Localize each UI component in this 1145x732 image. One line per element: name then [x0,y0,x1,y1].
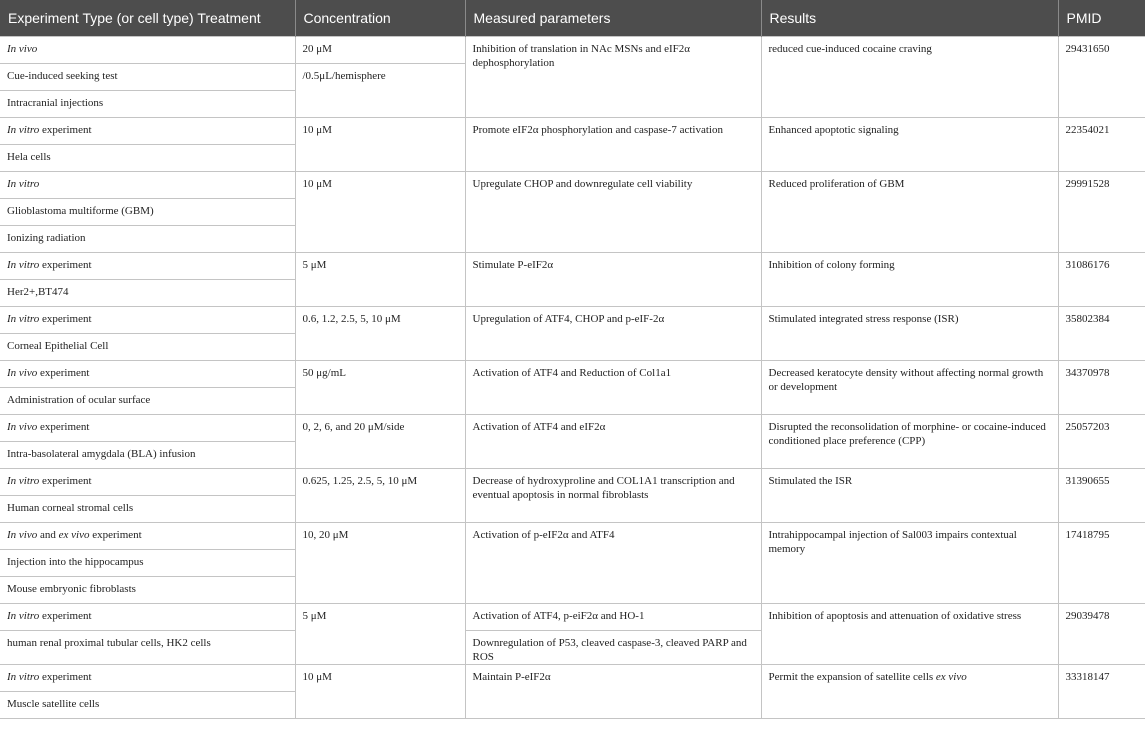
results-text: Permit the expansion of satellite cells [768,670,936,683]
results-cell [761,171,1058,252]
experiment-text: Administration of ocular surface [7,393,151,406]
pmid-cell [1058,468,1145,522]
header-pmid: PMID [1058,0,1145,36]
experiment-text: experiment [37,420,90,433]
results-text: Decreased keratocyte density without affecting normal growth or development [768,366,1044,393]
experiment-text: Intra-basolateral amygdala (BLA) infusion [7,447,196,460]
concentration-cell [295,468,465,522]
measured-text: Maintain P-eIF2α [472,670,551,683]
measured-text: Promote eIF2α phosphorylation and caspase-7 activation [472,123,723,136]
concentration-text: 10 μM [302,123,332,136]
experiment-italic-text: In vivo [7,366,38,379]
measured-cell [465,117,761,171]
results-cell [761,360,1058,414]
concentration-cell [295,36,465,63]
results-cell [761,522,1058,603]
results-cell [761,664,1058,718]
concentration-cell [295,252,465,306]
table-row [0,36,1145,63]
pmid-text: 31086176 [1065,258,1110,271]
concentration-cell [295,306,465,360]
measured-cell [465,171,761,252]
measured-cell [465,522,761,603]
experiment-cell [0,522,295,549]
experiment-cell [0,576,295,603]
concentration-text: 0, 2, 6, and 20 μM/side [302,420,405,433]
header-experiment: Experiment Type (or cell type) Treatment [0,0,295,36]
results-cell [761,603,1058,664]
experiment-text: experiment [39,609,92,622]
table-row [0,171,1145,198]
experiment-text: experiment [39,312,92,325]
experiment-text: and [37,528,59,541]
experiment-text: Corneal Epithelial Cell [7,339,109,352]
pmid-cell [1058,252,1145,306]
experiment-italic-text: In vivo [7,42,38,55]
experiment-cell [0,495,295,522]
experiment-text: Hela cells [7,150,51,163]
experiment-cell [0,387,295,414]
measured-text: Inhibition of translation in NAc MSNs and eIF2α dephosphorylation [472,42,690,69]
concentration-cell [295,603,465,664]
concentration-text: 0.625, 1.25, 2.5, 5, 10 μM [302,474,418,487]
experiment-text: Her2+,BT474 [7,285,69,298]
experiment-cell [0,691,295,718]
concentration-text: /0.5μL/hemisphere [302,69,386,82]
pmid-cell [1058,360,1145,414]
concentration-text: 10 μM [302,670,332,683]
experiment-cell [0,90,295,117]
experiment-italic-text: In vitro [7,258,40,271]
measured-cell [465,252,761,306]
experiment-italic-text: ex vivo [58,528,90,541]
experiment-text: experiment [39,123,92,136]
results-cell [761,117,1058,171]
concentration-text: 10 μM [302,177,332,190]
pmid-cell [1058,664,1145,718]
table-row [0,522,1145,549]
experiment-cell [0,306,295,333]
concentration-text: 10, 20 μM [302,528,349,541]
results-text: Reduced proliferation of GBM [768,177,905,190]
experiment-text: Ionizing radiation [7,231,86,244]
concentration-cell [295,63,465,117]
measured-cell [465,306,761,360]
experiment-text: experiment [37,366,90,379]
pmid-cell [1058,171,1145,252]
table-row [0,414,1145,441]
concentration-cell [295,171,465,252]
measured-text: Decrease of hydroxyproline and COL1A1 transcription and eventual apoptosis in normal fibroblasts [472,474,735,501]
results-text: Stimulated the ISR [768,474,853,487]
table-row [0,117,1145,144]
results-text: Stimulated integrated stress response (ISR) [768,312,959,325]
concentration-cell [295,117,465,171]
measured-cell [465,630,761,664]
table-row [0,468,1145,495]
experiment-cell [0,63,295,90]
pmid-cell [1058,306,1145,360]
experiment-cell [0,603,295,630]
pmid-text: 31390655 [1065,474,1110,487]
concentration-cell [295,522,465,603]
experiment-cell [0,144,295,171]
experiment-cell [0,468,295,495]
concentration-cell [295,360,465,414]
pmid-text: 35802384 [1065,312,1110,325]
results-text: Inhibition of colony forming [768,258,895,271]
results-italic-text: ex vivo [935,670,967,683]
table-body [0,36,1145,718]
experiment-cell [0,630,295,664]
experiment-cell [0,664,295,691]
pmid-text: 34370978 [1065,366,1110,379]
measured-cell [465,468,761,522]
measured-cell [465,414,761,468]
table-row [0,664,1145,691]
pmid-text: 17418795 [1065,528,1110,541]
pmid-cell [1058,603,1145,664]
measured-text: Upregulation of ATF4, CHOP and p-eIF-2α [472,312,665,325]
header-measured-parameters: Measured parameters [465,0,761,36]
pmid-text: 25057203 [1065,420,1110,433]
experiment-cell [0,279,295,306]
experiment-text: experiment [39,474,92,487]
measured-text: Activation of p-eIF2α and ATF4 [472,528,615,541]
results-cell [761,252,1058,306]
experiment-text: experiment [89,528,142,541]
results-cell [761,36,1058,117]
results-text: Inhibition of apoptosis and attenuation of oxidative stress [768,609,1022,622]
experiment-cell [0,36,295,63]
header-row [0,0,1145,36]
concentration-cell [295,414,465,468]
results-cell [761,306,1058,360]
measured-cell [465,603,761,630]
measured-cell [465,360,761,414]
results-cell [761,414,1058,468]
experiment-text: human renal proximal tubular cells, HK2 cells [7,636,211,649]
experiment-italic-text: In vitro [7,474,40,487]
experiment-text: experiment [39,670,92,683]
experiment-text: Muscle satellite cells [7,697,100,710]
table-row [0,306,1145,333]
experiment-cell [0,360,295,387]
measured-cell [465,664,761,718]
measured-text: Activation of ATF4, p-eiF2α and HO-1 [472,609,645,622]
results-text: reduced cue-induced cocaine craving [768,42,932,55]
experiment-cell [0,549,295,576]
experiment-cell [0,198,295,225]
concentration-text: 5 μM [302,258,327,271]
pmid-cell [1058,117,1145,171]
concentration-text: 50 μg/mL [302,366,346,379]
concentration-text: 0.6, 1.2, 2.5, 5, 10 μM [302,312,401,325]
experiment-italic-text: In vitro [7,609,40,622]
pmid-text: 29991528 [1065,177,1110,190]
pmid-text: 33318147 [1065,670,1110,683]
concentration-cell [295,664,465,718]
measured-text: Upregulate CHOP and downregulate cell viability [472,177,693,190]
header-concentration: Concentration [295,0,465,36]
experiment-text: experiment [39,258,92,271]
concentration-text: 20 μM [302,42,332,55]
measured-text: Activation of ATF4 and eIF2α [472,420,606,433]
measured-text: Activation of ATF4 and Reduction of Col1a1 [472,366,672,379]
experiment-cell [0,333,295,360]
table-row [0,252,1145,279]
experiment-cell [0,225,295,252]
header-results: Results [761,0,1058,36]
experiment-cell [0,252,295,279]
results-text: Intrahippocampal injection of Sal003 impairs contextual memory [768,528,1017,555]
measured-text: Downregulation of P53, cleaved caspase-3, cleaved PARP and ROS [472,636,747,663]
experiment-italic-text: In vitro [7,670,40,683]
pmid-cell [1058,36,1145,117]
results-text: Disrupted the reconsolidation of morphine- or cocaine-induced conditioned place preference (CPP) [768,420,1046,447]
pmid-cell [1058,522,1145,603]
table-row [0,603,1145,630]
table-row [0,360,1145,387]
experiment-italic-text: In vivo [7,420,38,433]
results-text: Enhanced apoptotic signaling [768,123,899,136]
experiment-italic-text: In vitro [7,312,40,325]
experiment-text: Cue-induced seeking test [7,69,118,82]
pmid-cell [1058,414,1145,468]
experiment-cell [0,117,295,144]
measured-text: Stimulate P-eIF2α [472,258,554,271]
experiment-italic-text: In vitro [7,177,40,190]
experiment-text: Glioblastoma multiforme (GBM) [7,204,154,217]
experiment-italic-text: In vivo [7,528,38,541]
experiment-text: Mouse embryonic fibroblasts [7,582,136,595]
results-cell [761,468,1058,522]
concentration-text: 5 μM [302,609,327,622]
pmid-text: 29431650 [1065,42,1110,55]
experiment-cell [0,441,295,468]
experiment-text: Injection into the hippocampus [7,555,144,568]
pmid-text: 29039478 [1065,609,1110,622]
experiment-text: Intracranial injections [7,96,104,109]
pmid-text: 22354021 [1065,123,1110,136]
experiment-cell [0,171,295,198]
experiment-text: Human corneal stromal cells [7,501,134,514]
experiment-italic-text: In vitro [7,123,40,136]
measured-cell [465,36,761,117]
experiment-cell [0,414,295,441]
